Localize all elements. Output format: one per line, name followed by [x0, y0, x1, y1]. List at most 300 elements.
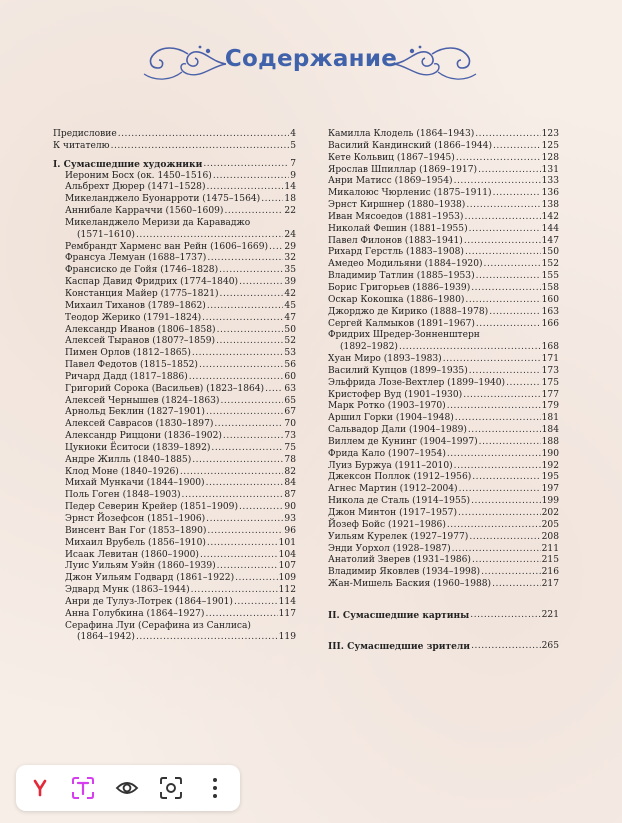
more-button[interactable] — [202, 776, 228, 800]
toc-entry-page: 158 — [541, 282, 559, 293]
toc-entry[interactable] — [53, 182, 296, 194]
toc-entry-title: (1864–1942) — [77, 632, 135, 643]
toc-entry[interactable] — [53, 348, 296, 360]
camera-scan-icon — [159, 776, 183, 800]
toc-entry-title: Педер Северин Крейер (1851–1909) — [65, 502, 239, 513]
toc-entry-page: 65 — [284, 395, 296, 406]
toc-entry[interactable] — [328, 129, 559, 141]
leader-dots — [458, 508, 541, 520]
toc-entry-title: (1892–1982) — [340, 342, 398, 353]
leader-dots — [216, 336, 283, 348]
leader-dots — [207, 253, 283, 265]
toc-entry[interactable] — [328, 200, 559, 212]
toc-entry[interactable] — [53, 206, 296, 218]
leader-dots — [447, 401, 541, 413]
toc-entry[interactable] — [328, 641, 559, 653]
toc-entry-title: Владимир Яковлев (1934–1998) — [328, 567, 481, 578]
toc-entry-title: Марк Ротко (1903–1970) — [328, 401, 446, 412]
toc-right-column — [328, 129, 559, 653]
toc-entry[interactable] — [53, 538, 296, 550]
toc-entry-page: 90 — [284, 502, 296, 513]
toc-entry-page: 208 — [541, 531, 559, 542]
leader-dots — [136, 230, 283, 242]
toc-entry-page: 117 — [278, 608, 296, 619]
toc-entry[interactable] — [328, 544, 559, 556]
toc-entry-page: 211 — [541, 543, 559, 554]
leader-dots — [217, 561, 278, 573]
toc-entry[interactable] — [53, 242, 296, 254]
toc-entry[interactable] — [53, 141, 296, 153]
toc-entry-page: 205 — [541, 519, 559, 530]
toc-entry-title: Микеланджело Буонарроти (1475–1564) — [65, 194, 261, 205]
toc-entry-page: 9 — [290, 170, 296, 181]
leader-dots — [223, 431, 284, 443]
leader-dots — [506, 378, 541, 390]
toc-entry[interactable] — [328, 283, 559, 295]
toc-entry[interactable] — [53, 585, 296, 597]
toc-entry-page: 53 — [284, 348, 296, 359]
toc-entry-page: 14 — [284, 182, 296, 193]
leader-dots — [191, 585, 278, 597]
leader-dots — [459, 484, 541, 496]
toc-entry[interactable] — [328, 342, 559, 354]
toc-entry-page: 82 — [284, 466, 296, 477]
toc-entry-title: Предисловие — [53, 129, 117, 139]
leader-dots — [472, 555, 541, 567]
toc-entry[interactable] — [53, 550, 296, 562]
toc-entry-page: 5 — [290, 140, 296, 151]
toc-entry[interactable] — [328, 366, 559, 378]
leader-dots — [213, 171, 289, 183]
toc-entry-title: Александр Иванов (1806–1858) — [65, 324, 216, 335]
toc-entry[interactable] — [53, 313, 296, 325]
toc-entry-page: 4 — [290, 129, 296, 139]
toc-entry[interactable] — [53, 632, 296, 644]
leader-dots — [452, 544, 541, 556]
toc-entry-title: Арнольд Беклин (1827–1901) — [65, 407, 205, 418]
toc-entry[interactable] — [328, 567, 559, 579]
toc-entry-title: Ярослав Шпиллар (1869–1917) — [328, 164, 478, 175]
toc-entry-page: 52 — [284, 336, 296, 347]
toc-entry-page: 131 — [541, 164, 559, 175]
toc-entry[interactable] — [328, 165, 559, 177]
leader-dots — [481, 567, 541, 579]
leader-dots — [464, 236, 541, 248]
toc-entry-title: Михаил Врубель (1856–1910) — [65, 537, 206, 548]
leader-dots — [239, 502, 283, 514]
toc-entry-title: Джорджо де Кирико (1888–1978) — [328, 306, 489, 317]
more-vertical-icon — [211, 777, 219, 799]
toc-entry-page: 166 — [541, 318, 559, 329]
toc-entry[interactable] — [53, 455, 296, 467]
toc-entry-page: 175 — [541, 377, 559, 388]
toc-entry[interactable] — [53, 467, 296, 479]
leader-dots — [471, 496, 541, 508]
toc-entry-page: 75 — [284, 442, 296, 453]
leader-dots — [399, 342, 541, 354]
leader-dots — [207, 301, 284, 313]
toc-entry-page: 179 — [541, 401, 559, 412]
toc-entry-title: Кристофер Вуд (1901–1930) — [328, 389, 463, 400]
toc-entry-page: 84 — [284, 478, 296, 489]
toc-entry-title: Алексей Чернышев (1824–1863) — [65, 395, 220, 406]
toc-entry-title: Владимир Татлин (1885–1953) — [328, 271, 475, 282]
toc-entry[interactable] — [328, 496, 559, 508]
toc-entry-page: 45 — [284, 300, 296, 311]
toc-entry-title: Анна Голубкина (1864–1927) — [65, 608, 205, 619]
toc-entry-page: 101 — [278, 537, 296, 548]
eye-icon — [115, 778, 139, 798]
toc-entry-title: Констанция Майер (1775–1821) — [65, 288, 219, 299]
toc-entry-title: Аршил Горки (1904–1948) — [328, 413, 454, 424]
toc-entry-page: 142 — [541, 211, 559, 222]
toc-entry-page: 96 — [284, 525, 296, 536]
toc-entry[interactable] — [328, 532, 559, 544]
toc-entry[interactable] — [328, 176, 559, 188]
leader-dots — [472, 472, 540, 484]
toc-entry-title: Анри Матисс (1869–1954) — [328, 176, 453, 187]
toc-entry-title: Луис Уильям Уэйн (1860–1939) — [65, 561, 216, 572]
toc-entry-page: 195 — [541, 472, 559, 483]
toc-entry[interactable] — [328, 212, 559, 224]
toc-entry[interactable] — [53, 277, 296, 289]
toc-entry[interactable] — [328, 390, 559, 402]
toc-entry[interactable] — [53, 129, 296, 141]
toc-entry[interactable] — [328, 437, 559, 449]
toc-entry[interactable] — [53, 514, 296, 526]
toc-entry[interactable] — [328, 520, 559, 532]
toc-entry[interactable] — [328, 319, 559, 331]
toc-entry-title: Жан-Мишель Баския (1960–1988) — [328, 579, 492, 590]
toc-entry[interactable] — [53, 372, 296, 384]
leader-dots — [192, 348, 284, 360]
leader-dots — [469, 366, 541, 378]
toc-entry-title: Михай Мункачи (1844–1900) — [65, 478, 205, 489]
toc-entry[interactable] — [328, 271, 559, 283]
leader-dots — [219, 265, 283, 277]
toc-entry[interactable] — [53, 384, 296, 396]
leader-dots — [464, 212, 540, 224]
leader-dots — [235, 573, 278, 585]
toc-entry[interactable] — [328, 484, 559, 496]
toc-entry[interactable] — [53, 443, 296, 455]
text-recognition-button[interactable] — [70, 776, 96, 800]
leader-dots — [224, 206, 283, 218]
toc-entry[interactable] — [53, 194, 296, 206]
toc-entry-title: Сергей Калмыков (1891–1967) — [328, 318, 475, 329]
leader-dots — [182, 490, 284, 502]
toc-entry[interactable] — [53, 336, 296, 348]
leader-dots — [447, 449, 541, 461]
leader-dots — [269, 242, 283, 254]
leader-dots — [207, 526, 283, 538]
toc-entry[interactable] — [328, 236, 559, 248]
toc-entry-page: 78 — [284, 454, 296, 465]
toc-entry-title: Фрида Кало (1907–1954) — [328, 448, 446, 459]
leader-dots — [478, 165, 541, 177]
toc-entry-page: 217 — [541, 579, 559, 590]
toc-entry-page: 192 — [541, 460, 559, 471]
leader-dots — [189, 372, 284, 384]
toc-entry-page: 60 — [284, 371, 296, 382]
toc-entry[interactable] — [328, 259, 559, 271]
toc-entry[interactable] — [328, 461, 559, 473]
toc-entry[interactable] — [328, 295, 559, 307]
toc-entry[interactable] — [328, 579, 559, 591]
leader-dots — [476, 319, 541, 331]
leader-dots — [136, 632, 278, 644]
toc-entry[interactable] — [328, 247, 559, 259]
toc-entry[interactable] — [53, 325, 296, 337]
toc-left-column — [53, 129, 296, 644]
toc-entry-title: Иван Мясоедов (1881–1953) — [328, 211, 464, 222]
floating-toolbar — [16, 765, 240, 811]
toc-entry-page: 70 — [284, 419, 296, 430]
toc-entry-page: 112 — [278, 585, 296, 596]
toc-entry-title: Ричард Дадд (1817–1886) — [65, 371, 188, 382]
toc-entry[interactable] — [53, 609, 296, 621]
toc-entry-page: 136 — [541, 188, 559, 199]
leader-dots — [220, 289, 284, 301]
toc-entry-page: 171 — [541, 354, 559, 365]
toc-entry-title: Каспар Давид Фридрих (1774–1840) — [65, 277, 239, 288]
toc-entry-title: III. Сумасшедшие зрители — [328, 640, 471, 652]
toc-entry[interactable] — [53, 478, 296, 490]
toc-entry-page: 114 — [278, 596, 296, 607]
toc-entry-title: Эрнст Йозефсон (1851–1906) — [65, 514, 206, 524]
leader-dots — [239, 277, 283, 289]
toc-entry-title: Сальвадор Дали (1904–1989) — [328, 425, 467, 436]
toc-entry[interactable] — [53, 490, 296, 502]
toc-entry-title: Григорий Сорока (Васильев) (1823–1864) — [65, 383, 265, 394]
toc-entry-title: I. Сумасшедшие художники — [53, 158, 203, 170]
toc-entry-page: 188 — [541, 436, 559, 447]
toc-entry-page: 67 — [284, 407, 296, 418]
toc-entry[interactable] — [53, 289, 296, 301]
toc-entry[interactable] — [53, 396, 296, 408]
toc-entry-page: 173 — [541, 365, 559, 376]
spacer — [328, 591, 559, 610]
toc-entry[interactable] — [53, 431, 296, 443]
toc-entry-title: Альбрехт Дюрер (1471–1528) — [65, 182, 206, 193]
toc-entry-title: Уильям Курелек (1927–1977) — [328, 531, 469, 542]
toc-entry-title: Йозеф Бойс (1921–1986) — [328, 519, 446, 530]
toc-entry[interactable] — [53, 502, 296, 514]
toc-entry[interactable] — [53, 526, 296, 538]
leader-dots — [265, 384, 283, 396]
toc-entry-line: Микеланджело Меризи да Караваджо — [65, 217, 251, 228]
toc-entry-title: Анри де Тулуз-Лотрек (1864–1901) — [65, 596, 233, 607]
toc-entry[interactable] — [328, 141, 559, 153]
leader-dots — [220, 396, 283, 408]
leader-dots — [489, 307, 540, 319]
toc-entry[interactable] — [53, 597, 296, 609]
toc-entry-line: Фридрих Шредер-Зонненштерн — [328, 330, 480, 341]
toc-entry[interactable] — [328, 224, 559, 236]
toc-entry-page: 87 — [284, 490, 296, 501]
toc-entry-page: 160 — [541, 294, 559, 305]
toc-entry-title: Аннибале Карраччи (1560–1609) — [65, 206, 224, 217]
toc-entry-title: Пимен Орлов (1812–1865) — [65, 348, 191, 359]
toc-entry-page: 138 — [541, 200, 559, 211]
title-header — [0, 38, 622, 88]
toc-entry[interactable] — [328, 508, 559, 520]
toc-entry-title: (1571–1610) — [77, 229, 135, 240]
leader-dots — [454, 461, 541, 473]
leader-dots — [456, 153, 541, 165]
toc-entry-title: Хуан Миро (1893–1983) — [328, 354, 442, 365]
toc-entry-title: II. Сумасшедшие картины — [328, 609, 470, 621]
toc-entry-page: 29 — [284, 241, 296, 252]
leader-dots — [476, 271, 541, 283]
page-title: Содержание — [224, 46, 398, 72]
toc-entry-page: 42 — [284, 288, 296, 299]
leader-dots — [463, 390, 540, 402]
toc-entry[interactable] — [328, 472, 559, 484]
toc-entry[interactable] — [328, 610, 559, 622]
toc-entry-title: Цукиоки Ёситоси (1839–1892) — [65, 442, 211, 453]
toc-entry-page: 184 — [541, 425, 559, 436]
leader-dots — [111, 141, 290, 153]
leader-dots — [443, 354, 541, 366]
leader-dots — [118, 129, 290, 141]
toc-entry-page: 144 — [541, 223, 559, 234]
leader-dots — [470, 610, 540, 622]
toc-entry-page: 123 — [541, 129, 559, 139]
leader-dots — [214, 419, 283, 431]
toc-entry-page: 265 — [541, 640, 559, 651]
toc-entry-page: 177 — [541, 389, 559, 400]
toc-entry-page: 215 — [541, 555, 559, 566]
toc-entry-page: 155 — [541, 271, 559, 282]
toc-entry-line: Серафина Луи (Серафина из Санлиса) — [65, 620, 251, 631]
camera-search-button[interactable] — [158, 776, 184, 800]
leader-dots — [455, 413, 541, 425]
toc-entry[interactable] — [53, 159, 296, 171]
toc-entry[interactable] — [328, 425, 559, 437]
leader-dots — [199, 360, 283, 372]
toc-entry-page: 119 — [278, 632, 296, 643]
toc-entry-title: Александр Риццони (1836–1902) — [65, 431, 222, 442]
toc-entry[interactable] — [53, 360, 296, 372]
toc-entry-page: 22 — [284, 206, 296, 217]
leader-dots — [469, 224, 541, 236]
toc-entry-title: Михаил Тиханов (1789–1862) — [65, 300, 206, 311]
yandex-logo-button[interactable] — [27, 776, 53, 800]
toc-entry-title: Теодор Жерико (1791–1824) — [65, 312, 202, 323]
toc-entry[interactable] — [328, 354, 559, 366]
toc-entry-title: Эдвард Мунк (1863–1944) — [65, 585, 190, 596]
toc-entry-title: Алексей Тыранов (1807?–1859) — [65, 336, 216, 347]
leader-dots — [492, 579, 541, 591]
toc-entry[interactable] — [328, 378, 559, 390]
leader-dots — [206, 407, 283, 419]
spacer — [328, 622, 559, 641]
toc-entry[interactable] — [328, 449, 559, 461]
toc-entry-title: Виллем де Кунинг (1904–1997) — [328, 436, 478, 447]
toc-entry-title: Джон Уильям Годвард (1861–1922) — [65, 573, 235, 584]
toc-entry-page: 47 — [284, 312, 296, 323]
right-ornament-icon — [392, 42, 478, 86]
toc-entry-page: 163 — [541, 306, 559, 317]
toc-entry[interactable] — [53, 301, 296, 313]
leader-dots — [475, 129, 540, 141]
toc-entry-page: 39 — [284, 277, 296, 288]
toc-entry-page: 109 — [278, 573, 296, 584]
toc-entry[interactable] — [53, 230, 296, 242]
toc-entry-title: К читателю — [53, 140, 110, 151]
toc-entry-page: 18 — [284, 194, 296, 205]
leader-dots — [234, 597, 278, 609]
leader-dots — [493, 188, 541, 200]
toc-entry[interactable] — [328, 307, 559, 319]
toc-entry-title: Франсиско де Гойя (1746–1828) — [65, 265, 219, 276]
toc-entry-page: 199 — [541, 496, 559, 507]
toc-entry-page: 181 — [541, 413, 559, 424]
view-button[interactable] — [114, 776, 140, 800]
toc-entry-title: Энди Уорхол (1928–1987) — [328, 543, 451, 554]
toc-entry-page: 216 — [541, 567, 559, 578]
toc-entry-page: 128 — [541, 152, 559, 163]
toc-entry[interactable] — [328, 153, 559, 165]
toc-entry[interactable] — [53, 573, 296, 585]
toc-entry-title: Кете Кольвиц (1867–1945) — [328, 152, 455, 163]
leader-dots — [206, 514, 283, 526]
toc-entry[interactable] — [53, 419, 296, 431]
toc-entry-title: Микалоюс Чюрленис (1875–1911) — [328, 188, 492, 199]
toc-entry-title: Агнес Мартин (1912–2004) — [328, 484, 458, 495]
leader-dots — [206, 478, 284, 490]
leader-dots — [207, 182, 284, 194]
toc-entry-title: Луиз Буржуа (1911–2010) — [328, 460, 453, 471]
leader-dots — [217, 325, 284, 337]
toc-entry-page: 168 — [541, 342, 559, 353]
toc-entry[interactable] — [328, 413, 559, 425]
leader-dots — [493, 141, 541, 153]
toc-entry-page: 35 — [284, 265, 296, 276]
toc-entry-title: Василий Купцов (1899–1935) — [328, 365, 468, 376]
toc-entry-title: Эльфрида Лозе-Вехтлер (1899–1940) — [328, 377, 506, 388]
toc-entry[interactable] — [53, 561, 296, 573]
toc-entry-page: 190 — [541, 448, 559, 459]
leader-dots — [261, 194, 283, 206]
toc-entry-title: Борис Григорьев (1886–1939) — [328, 282, 471, 293]
toc-entry-title: Николай Фешин (1881–1955) — [328, 223, 468, 234]
toc-entry[interactable] — [53, 265, 296, 277]
yandex-icon — [30, 778, 50, 798]
toc-entry-title: Франсуа Лемуан (1688–1737) — [65, 253, 207, 264]
toc-entry[interactable] — [328, 555, 559, 567]
toc-entry-page: 133 — [541, 176, 559, 187]
toc-entry[interactable] — [328, 401, 559, 413]
leader-dots — [465, 247, 541, 259]
toc-entry[interactable] — [53, 171, 296, 183]
toc-entry[interactable] — [328, 188, 559, 200]
toc-entry-page: 147 — [541, 235, 559, 246]
toc-entry-title: Эрнст Киршнер (1880–1938) — [328, 200, 466, 211]
toc-entry-title: Винсент Ван Гог (1853–1890) — [65, 525, 207, 536]
toc-entry-title: Джон Минтон (1917–1957) — [328, 508, 458, 518]
leader-dots — [454, 176, 541, 188]
toc-entry[interactable] — [53, 253, 296, 265]
toc-entry-title: Рихард Герстль (1883–1908) — [328, 247, 464, 258]
toc-entry[interactable] — [53, 407, 296, 419]
toc-entry-page: 50 — [284, 324, 296, 335]
toc-entry-title: Оскар Кокошка (1886–1980) — [328, 294, 465, 305]
leader-dots — [211, 443, 283, 455]
toc-entry-page: 32 — [284, 253, 296, 264]
toc-entry-title: Павел Филонов (1883–1941) — [328, 235, 463, 246]
